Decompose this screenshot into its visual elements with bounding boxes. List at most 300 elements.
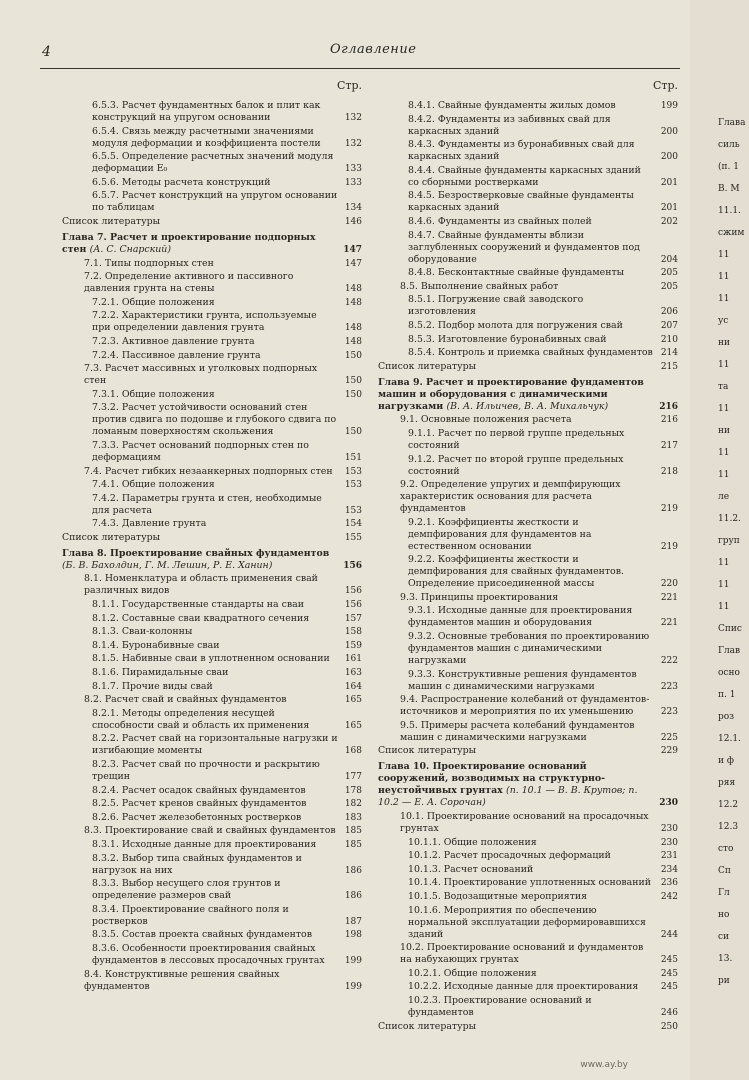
toc-entry-title: 7.4.3. Давление грунта xyxy=(92,518,207,530)
toc-entry-page: 205 xyxy=(660,268,678,279)
toc-entry xyxy=(62,599,362,611)
toc-entry xyxy=(62,271,362,295)
toc-entry xyxy=(378,1021,678,1033)
adjacent-page-fragment: 12.1. xyxy=(718,734,741,744)
toc-entry xyxy=(378,428,678,452)
toc-entry-title: 8.3.1. Исходные данные для проектирования xyxy=(92,838,317,850)
toc-entry-title: Глава 9. Расчет и проектирование фундаментов машин и оборудования с динамическими нагрузками (В. А. Ильичев, В. А. Михальчук) xyxy=(378,376,644,412)
toc-entry xyxy=(378,981,678,993)
toc-entry-title: 8.4.5. Безростверковые свайные фундаменты каркасных зданий xyxy=(408,190,634,214)
toc-entry xyxy=(62,479,362,491)
toc-entry xyxy=(62,573,362,597)
toc-entry-title: 8.2.3. Расчет свай по прочности и раскрытию трещин xyxy=(92,759,320,782)
toc-entry-title: 8.4.8. Бесконтактные свайные фундаменты xyxy=(408,267,625,279)
toc-entry-page: 210 xyxy=(660,334,678,345)
toc-entry xyxy=(378,905,678,941)
toc-entry-title: 10.1.6. Мероприятия по обеспечению нормальной эксплуатации деформировавшихся зданий xyxy=(408,904,646,940)
toc-entry-page: 202 xyxy=(660,216,678,227)
toc-entry xyxy=(378,605,678,629)
toc-entry xyxy=(62,613,362,625)
toc-entry-title: 8.2.4. Расчет осадок свайных фундаментов xyxy=(92,784,306,796)
toc-entry-title: 6.5.5. Определение расчетных значений модуля деформации E₀ xyxy=(92,151,334,175)
adjacent-page-fragment: 11 xyxy=(718,272,730,282)
toc-entry-page: 156 xyxy=(344,586,362,597)
toc-entry-title: 8.3.5. Состав проекта свайных фундаментов xyxy=(92,929,312,941)
adjacent-page-fragment: Сп xyxy=(718,866,731,876)
toc-entry-title: 8.1.7. Прочие виды свай xyxy=(92,680,213,692)
toc-entry xyxy=(62,759,362,783)
toc-entry-page: 146 xyxy=(344,216,362,227)
toc-entry-page: 234 xyxy=(660,864,678,875)
toc-entry-title: 8.4.3. Фундаменты из буронабивных свай для каркасных зданий xyxy=(408,139,635,163)
toc-entry-title: 7.3.2. Расчет устойчивости оснований стен против сдвига по подошве и глубокого сдвига по ломаным поверхностям скольжения xyxy=(92,402,337,438)
adjacent-page-fragment: сто xyxy=(718,844,734,854)
toc-entry-title: 9.2. Определение упругих и демпфирующих характеристик основания для расчета фундаментов xyxy=(400,479,621,515)
toc-entry-page: 132 xyxy=(344,113,362,123)
toc-entry xyxy=(62,708,362,732)
toc-entry xyxy=(378,114,678,138)
toc-entry-title: 6.5.3. Расчет фундаментных балок и плит как конструкций на упругом основании xyxy=(92,100,321,123)
toc-entry xyxy=(378,334,678,346)
toc-entry xyxy=(378,891,678,903)
toc-entry-page: 223 xyxy=(660,707,678,718)
toc-entry-page: 200 xyxy=(660,152,678,163)
toc-entry-page: 157 xyxy=(344,613,362,624)
toc-entry xyxy=(62,626,362,638)
toc-entries-right xyxy=(378,100,678,1033)
toc-entry-title: 9.3.1. Исходные данные для проектирования фундаментов машин и оборудования xyxy=(408,605,633,629)
toc-entry-page: 245 xyxy=(660,955,678,966)
toc-entry-page: 185 xyxy=(344,839,362,850)
toc-entry-title: 10.2.3. Проектирование оснований и фундаментов xyxy=(408,994,592,1018)
toc-entry-title: 9.3.2. Основные требования по проектированию фундаментов машин с динамическими нагрузками xyxy=(408,631,650,667)
adjacent-page-fragment: Глав xyxy=(718,646,741,656)
toc-entry xyxy=(62,839,362,851)
toc-entry-title: 8.1.4. Буронабивные сваи xyxy=(92,639,220,651)
toc-entry xyxy=(378,216,678,228)
toc-entry xyxy=(378,294,678,318)
adjacent-page-fragment: 11.2. xyxy=(718,514,741,524)
toc-entry-title: 8.5.1. Погружение свай заводского изготовления xyxy=(408,294,584,318)
toc-entry xyxy=(378,864,678,876)
adjacent-page-fragment: Гл xyxy=(718,888,730,898)
adjacent-page-fragment: сжим xyxy=(718,228,745,238)
toc-entry-page: 206 xyxy=(660,307,678,318)
toc-entry-title: 10.1.2. Расчет просадочных деформаций xyxy=(408,850,611,862)
toc-entry-title: 8.4. Конструктивные решения свайных фундаментов xyxy=(84,968,280,992)
toc-entry-page: 178 xyxy=(344,785,362,796)
toc-entry-page: 236 xyxy=(660,878,678,889)
toc-entry xyxy=(62,493,362,517)
toc-entry-page: 198 xyxy=(344,930,362,941)
toc-entry-page: 148 xyxy=(344,284,362,295)
toc-entry-page: 186 xyxy=(344,891,362,902)
toc-entry-title: 7.3.1. Общие положения xyxy=(92,388,215,400)
adjacent-page-fragment: осно xyxy=(718,668,740,678)
toc-entry-page: 205 xyxy=(660,281,678,292)
toc-entry-title: 6.5.4. Связь между расчетными значениями модуля деформации и коэффициента постели xyxy=(92,125,321,149)
toc-entry-title: Список литературы xyxy=(62,531,161,543)
toc-entry-page: 230 xyxy=(659,798,678,809)
toc-entry-page: 165 xyxy=(344,695,362,706)
toc-entries-left xyxy=(62,100,362,993)
adjacent-page-fragment: 11 xyxy=(718,294,730,304)
toc-entry-title: Глава 10. Проектирование оснований сооружений, возводимых на структурно-неустойчивых грунтах (п. 10.1 — В. В. Крутов; п. 10.2 — Е. А. Сорочан) xyxy=(378,761,638,809)
toc-entry xyxy=(62,297,362,309)
toc-entry-title: 9.4. Распространение колебаний от фундаментов-источников и мероприятия по их уменьшению xyxy=(400,694,650,718)
adjacent-page-fragment: 11 xyxy=(718,558,730,568)
toc-entry-title: 10.1. Проектирование оснований на просадочных грунтах xyxy=(400,811,649,835)
toc-entry-title: 6.5.7. Расчет конструкций на упругом основании по таблицам xyxy=(92,190,338,214)
toc-entry-title: 7.4. Расчет гибких незаанкерных подпорных стен xyxy=(84,465,333,477)
toc-entry xyxy=(378,942,678,966)
toc-entry-page: 133 xyxy=(344,177,362,188)
page-column-label: Стр. xyxy=(652,79,678,92)
adjacent-page-fragment: В. М xyxy=(718,184,740,194)
toc-entry xyxy=(62,518,362,530)
toc-entry-page: 216 xyxy=(659,401,678,412)
toc-entry-page: 132 xyxy=(344,138,362,149)
adjacent-page-fragment: 11 xyxy=(718,580,730,590)
toc-entry xyxy=(62,929,362,941)
toc-entry xyxy=(62,258,362,270)
toc-entry xyxy=(62,853,362,877)
adjacent-page-fragment: 13. xyxy=(718,954,733,964)
toc-entry xyxy=(62,389,362,401)
toc-entry-page: 242 xyxy=(660,892,678,902)
toc-entry-title: 9.2.2. Коэффициенты жесткости и демпфирования для свайных фундаментов. Определение присоединенной массы xyxy=(408,554,624,590)
toc-entry-page: 156 xyxy=(343,560,362,571)
toc-entry-title: 8.3.3. Выбор несущего слоя грунтов и определение размеров свай xyxy=(92,878,281,902)
toc-entry xyxy=(62,310,362,334)
toc-entry-page: 187 xyxy=(344,916,362,927)
toc-entry-page: 230 xyxy=(660,824,678,835)
toc-entry xyxy=(62,943,362,967)
toc-entry xyxy=(62,812,362,824)
adjacent-page-fragment: ряя xyxy=(718,778,736,788)
toc-entry-title: 7.4.1. Общие положения xyxy=(92,479,215,491)
toc-entry xyxy=(62,694,362,706)
toc-entry-page: 246 xyxy=(660,1007,678,1018)
toc-entry xyxy=(62,336,362,348)
toc-entry-title: 8.4.2. Фундаменты из забивных свай для каркасных зданий xyxy=(408,113,611,137)
toc-entry-title: 7.3. Расчет массивных и уголковых подпорных стен xyxy=(84,363,318,387)
toc-entry-page: 164 xyxy=(344,681,362,692)
toc-entry-title: 8.1.1. Государственные стандарты на сваи xyxy=(92,599,304,611)
toc-entry xyxy=(378,454,678,478)
toc-entry-page: 200 xyxy=(660,126,678,137)
toc-entry xyxy=(378,554,678,590)
toc-entry-page: 229 xyxy=(660,746,678,757)
toc-entry-title: 8.2.1. Методы определения несущей способности свай и область их применения xyxy=(92,707,310,731)
toc-entry-page: 165 xyxy=(344,720,362,731)
toc-entry-page: 222 xyxy=(660,656,678,667)
toc-entry xyxy=(62,878,362,902)
toc-entry-page: 133 xyxy=(344,164,362,175)
toc-entry-title: 9.3.3. Конструктивные решения фундаментов машин с динамическими нагрузками xyxy=(408,668,637,692)
toc-entry-title: 8.5. Выполнение свайных работ xyxy=(400,280,559,292)
toc-entry-page: 244 xyxy=(660,929,678,940)
toc-entry-page: 245 xyxy=(660,968,678,979)
toc-entry xyxy=(378,694,678,718)
adjacent-page-fragment: п. 1 xyxy=(718,690,736,700)
adjacent-page-fragment: 12.2 xyxy=(718,800,739,810)
toc-entry-title: Список литературы xyxy=(378,745,477,757)
chapter-entry xyxy=(62,232,362,256)
adjacent-page-fragment: ни xyxy=(718,338,730,348)
toc-entry xyxy=(378,669,678,693)
toc-entry-page: 182 xyxy=(344,799,362,810)
toc-entry-title: 8.1.3. Сваи-колонны xyxy=(92,626,193,638)
toc-entry-title: 9.1.1. Расчет по первой группе предельных состояний xyxy=(408,427,625,451)
toc-entry-page: 204 xyxy=(660,254,678,265)
toc-entry-page: 186 xyxy=(344,865,362,876)
toc-entry-page: 217 xyxy=(660,440,678,451)
chapter-authors: (А. С. Снарский) xyxy=(89,243,171,255)
toc-entry-title: 10.1.5. Водозащитные мероприятия xyxy=(408,891,588,902)
toc-entry-title: 7.2.2. Характеристики грунта, используемые при определении давления грунта xyxy=(92,310,317,334)
toc-entry-page: 215 xyxy=(660,361,678,372)
toc-entry xyxy=(378,100,678,112)
toc-column-left xyxy=(62,80,362,994)
toc-entry-page: 185 xyxy=(344,826,362,837)
toc-entry-page: 148 xyxy=(344,336,362,347)
watermark: www.ay.by xyxy=(580,1060,628,1070)
toc-entry xyxy=(62,667,362,679)
toc-entry-page: 163 xyxy=(344,668,362,679)
toc-entry-page: 219 xyxy=(660,541,678,552)
adjacent-page-fragment: ле xyxy=(718,492,730,502)
toc-entry-title: 7.2.4. Пассивное давление грунта xyxy=(92,349,261,361)
toc-entry-page: 150 xyxy=(344,376,362,387)
toc-entry xyxy=(378,995,678,1019)
toc-entry-page: 245 xyxy=(660,982,678,993)
adjacent-page-fragment: но xyxy=(718,910,730,920)
toc-entry-page: 153 xyxy=(344,466,362,477)
toc-entry-title: 7.4.2. Параметры грунта и стен, необходимые для расчета xyxy=(92,492,322,516)
toc-entry-title: 7.2.3. Активное давление грунта xyxy=(92,335,255,347)
adjacent-page-fragment: 11 xyxy=(718,250,730,260)
toc-entry-page: 221 xyxy=(660,618,678,629)
toc-entry-title: 8.4.6. Фундаменты из свайных полей xyxy=(408,215,592,227)
toc-entry-title: 8.4.4. Свайные фундаменты каркасных зданий со сборными ростверками xyxy=(408,164,641,188)
page-header xyxy=(40,38,680,69)
toc-entry-title: 9.1.2. Расчет по второй группе предельных состояний xyxy=(408,453,624,477)
adjacent-page-fragment: ус xyxy=(718,316,729,326)
adjacent-page-fragment: 11 xyxy=(718,448,730,458)
toc-entry xyxy=(378,517,678,553)
toc-entry-page: 159 xyxy=(344,640,362,651)
toc-entry xyxy=(62,733,362,757)
toc-entry xyxy=(62,126,362,150)
toc-entry xyxy=(378,414,678,426)
toc-entry xyxy=(378,320,678,332)
chapter-authors: (п. 10.1 — В. В. Крутов; п. 10.2 — Е. А. Сорочан) xyxy=(378,785,638,809)
toc-entry-title: 7.2. Определение активного и пассивного давления грунта на стены xyxy=(84,271,294,295)
toc-entry-page: 151 xyxy=(344,452,362,463)
toc-entry xyxy=(62,402,362,438)
toc-entry xyxy=(62,177,362,189)
toc-entry-title: 7.3.3. Расчет оснований подпорных стен по деформациям xyxy=(92,439,309,463)
adjacent-page-fragment: та xyxy=(718,382,729,392)
adjacent-page-fragment: 11 xyxy=(718,404,730,414)
toc-entry-title: 6.5.6. Методы расчета конструкций xyxy=(92,176,271,188)
toc-entry xyxy=(378,281,678,293)
toc-entry-title: 8.1.2. Составные сваи квадратного сечения xyxy=(92,612,310,624)
toc-entry xyxy=(62,100,362,124)
toc-entry-title: 10.1.4. Проектирование уплотненных оснований xyxy=(408,877,651,889)
toc-entry-page: 161 xyxy=(344,654,362,665)
toc-entry xyxy=(378,139,678,163)
toc-entry-title: 9.5. Примеры расчета колебаний фундаментов машин с динамическими нагрузками xyxy=(400,719,635,743)
toc-entry-page: 155 xyxy=(344,532,362,543)
toc-entry-title: Список литературы xyxy=(378,360,477,372)
toc-entry xyxy=(378,592,678,604)
adjacent-page-fragment: 11.1. xyxy=(718,206,741,216)
adjacent-page-fragment: груп xyxy=(718,536,740,546)
toc-entry-title: Глава 8. Проектирование свайных фундаментов (Б. В. Бахолдин, Г. М. Лешин, Р. Е. Ханин) xyxy=(62,547,330,571)
toc-entry xyxy=(378,267,678,279)
toc-entry-page: 201 xyxy=(660,177,678,188)
toc-entry-title: 10.2.1. Общие положения xyxy=(408,967,537,979)
toc-entry-page: 231 xyxy=(660,851,678,862)
toc-entry-title: 8.2. Расчет свай и свайных фундаментов xyxy=(84,694,287,706)
adjacent-page-fragment: ни xyxy=(718,426,730,436)
toc-entry-page: 207 xyxy=(660,320,678,331)
toc-entry-title: 7.1. Типы подпорных стен xyxy=(84,257,214,269)
page-column-label: Стр. xyxy=(336,79,362,92)
toc-entry-page: 223 xyxy=(660,681,678,692)
adjacent-page-fragment: (п. 1 xyxy=(718,162,739,172)
toc-entry xyxy=(378,968,678,980)
toc-column-right xyxy=(378,80,678,1034)
toc-entry xyxy=(62,532,362,544)
toc-entry-title: 10.2. Проектирование оснований и фундаментов на набухающих грунтах xyxy=(400,942,644,966)
toc-entry xyxy=(62,216,362,228)
toc-entry xyxy=(62,785,362,797)
toc-entry xyxy=(62,466,362,478)
chapter-entry xyxy=(378,377,678,413)
toc-entry-title: 8.3.2. Выбор типа свайных фундаментов и нагрузок на них xyxy=(92,852,302,876)
toc-entry xyxy=(62,969,362,993)
toc-entry-title: 9.2.1. Коэффициенты жесткости и демпфирования для фундаментов на естественном основании xyxy=(408,516,592,552)
toc-entry-title: 10.1.1. Общие положения xyxy=(408,836,537,848)
toc-entry-page: 177 xyxy=(344,772,362,782)
toc-entry-title: 8.4.7. Свайные фундаменты вблизи заглубленных сооружений и фундаментов под оборудование xyxy=(408,229,640,265)
toc-entry xyxy=(62,825,362,837)
toc-entry-page: 216 xyxy=(660,415,678,426)
toc-entry-page: 220 xyxy=(660,579,678,590)
adjacent-page-edge xyxy=(690,0,749,1080)
toc-entry xyxy=(62,640,362,652)
toc-entry xyxy=(378,850,678,862)
toc-entry-page: 154 xyxy=(344,519,362,530)
toc-entry-title: 7.2.1. Общие положения xyxy=(92,296,215,308)
toc-entry-page: 158 xyxy=(344,627,362,638)
toc-entry xyxy=(62,798,362,810)
page-number: 4 xyxy=(42,44,51,60)
adjacent-page-fragment: 12.3 xyxy=(718,822,739,832)
adjacent-page-fragment: ри xyxy=(718,976,730,986)
chapter-authors: (В. А. Ильичев, В. А. Михальчук) xyxy=(446,400,609,412)
toc-entry-page: 219 xyxy=(660,504,678,515)
toc-entry xyxy=(62,440,362,464)
toc-entry-page: 150 xyxy=(344,389,362,400)
toc-entry xyxy=(378,631,678,667)
toc-entry xyxy=(378,877,678,889)
toc-entry xyxy=(378,837,678,849)
toc-entry-page: 199 xyxy=(344,955,362,966)
running-title: Оглавление xyxy=(330,42,417,57)
toc-entry-page: 153 xyxy=(344,480,362,491)
toc-entry xyxy=(378,165,678,189)
adjacent-page-fragment: Глава xyxy=(718,118,746,128)
toc-entry-page: 168 xyxy=(344,746,362,757)
toc-entry-title: 10.1.3. Расчет оснований xyxy=(408,863,534,875)
toc-entry xyxy=(378,190,678,214)
toc-entry-title: 8.1.5. Набивные сваи в уплотненном основании xyxy=(92,653,330,665)
toc-entry-page: 153 xyxy=(344,505,362,516)
toc-entry xyxy=(378,347,678,359)
toc-entry-title: 8.3. Проектирование свай и свайных фундаментов xyxy=(84,825,336,837)
toc-entry xyxy=(378,720,678,744)
adjacent-page-fragment: Спис xyxy=(718,624,742,634)
toc-entry-page: 134 xyxy=(344,203,362,214)
toc-entry-title: 8.5.3. Изготовление буронабивных свай xyxy=(408,333,607,345)
toc-entry-page: 230 xyxy=(660,837,678,848)
toc-entry xyxy=(378,361,678,373)
adjacent-page-fragment: силь xyxy=(718,140,740,150)
toc-entry xyxy=(378,479,678,515)
adjacent-page-fragment: си xyxy=(718,932,730,942)
adjacent-page-fragment: и ф xyxy=(718,756,734,766)
toc-entry-title: Глава 7. Расчет и проектирование подпорных стен (А. С. Снарский) xyxy=(62,231,316,255)
adjacent-page-fragment: 11 xyxy=(718,360,730,370)
toc-entry-page: 183 xyxy=(344,812,362,823)
toc-entry-page: 225 xyxy=(660,732,678,743)
toc-entry-page: 214 xyxy=(660,348,678,359)
toc-entry-title: 8.2.5. Расчет кренов свайных фундаментов xyxy=(92,798,307,810)
toc-entry xyxy=(62,350,362,362)
toc-entry-title: 9.3. Принципы проектирования xyxy=(400,591,559,603)
toc-entry-title: 8.5.4. Контроль и приемка свайных фундаментов xyxy=(408,347,653,359)
toc-entry xyxy=(62,653,362,665)
toc-entry xyxy=(62,190,362,214)
toc-entry xyxy=(62,681,362,693)
toc-entry-title: 8.2.2. Расчет свай на горизонтальные нагрузки и изгибающие моменты xyxy=(92,733,338,757)
toc-entry-title: 8.1. Номенклатура и область применения свай различных видов xyxy=(84,573,318,597)
toc-entry-title: 8.1.6. Пирамидальные сваи xyxy=(92,667,229,679)
toc-entry-page: 156 xyxy=(344,600,362,611)
toc-entry-page: 218 xyxy=(660,466,678,477)
toc-entry-page: 221 xyxy=(660,592,678,603)
toc-entry-title: 8.3.4. Проектирование свайного поля и ростверков xyxy=(92,903,289,927)
toc-entry-page: 147 xyxy=(344,258,362,269)
chapter-entry xyxy=(378,761,678,809)
toc-entry-page: 150 xyxy=(344,350,362,361)
toc-entry-title: 8.4.1. Свайные фундаменты жилых домов xyxy=(408,100,616,111)
toc-entry-title: 10.2.2. Исходные данные для проектирования xyxy=(408,981,639,993)
toc-entry-title: 8.5.2. Подбор молота для погружения свай xyxy=(408,319,623,331)
toc-entry-title: 8.3.6. Особенности проектирования свайных фундаментов в лессовых просадочных грунтах xyxy=(92,942,325,966)
toc-entry-title: Список литературы xyxy=(62,215,161,227)
toc-entry xyxy=(378,745,678,757)
toc-entry-page: 150 xyxy=(344,427,362,438)
toc-entry-title: 9.1. Основные положения расчета xyxy=(400,414,572,426)
toc-entry xyxy=(62,151,362,175)
toc-entry xyxy=(378,230,678,266)
toc-entry-title: 8.2.6. Расчет железобетонных ростверков xyxy=(92,811,302,823)
